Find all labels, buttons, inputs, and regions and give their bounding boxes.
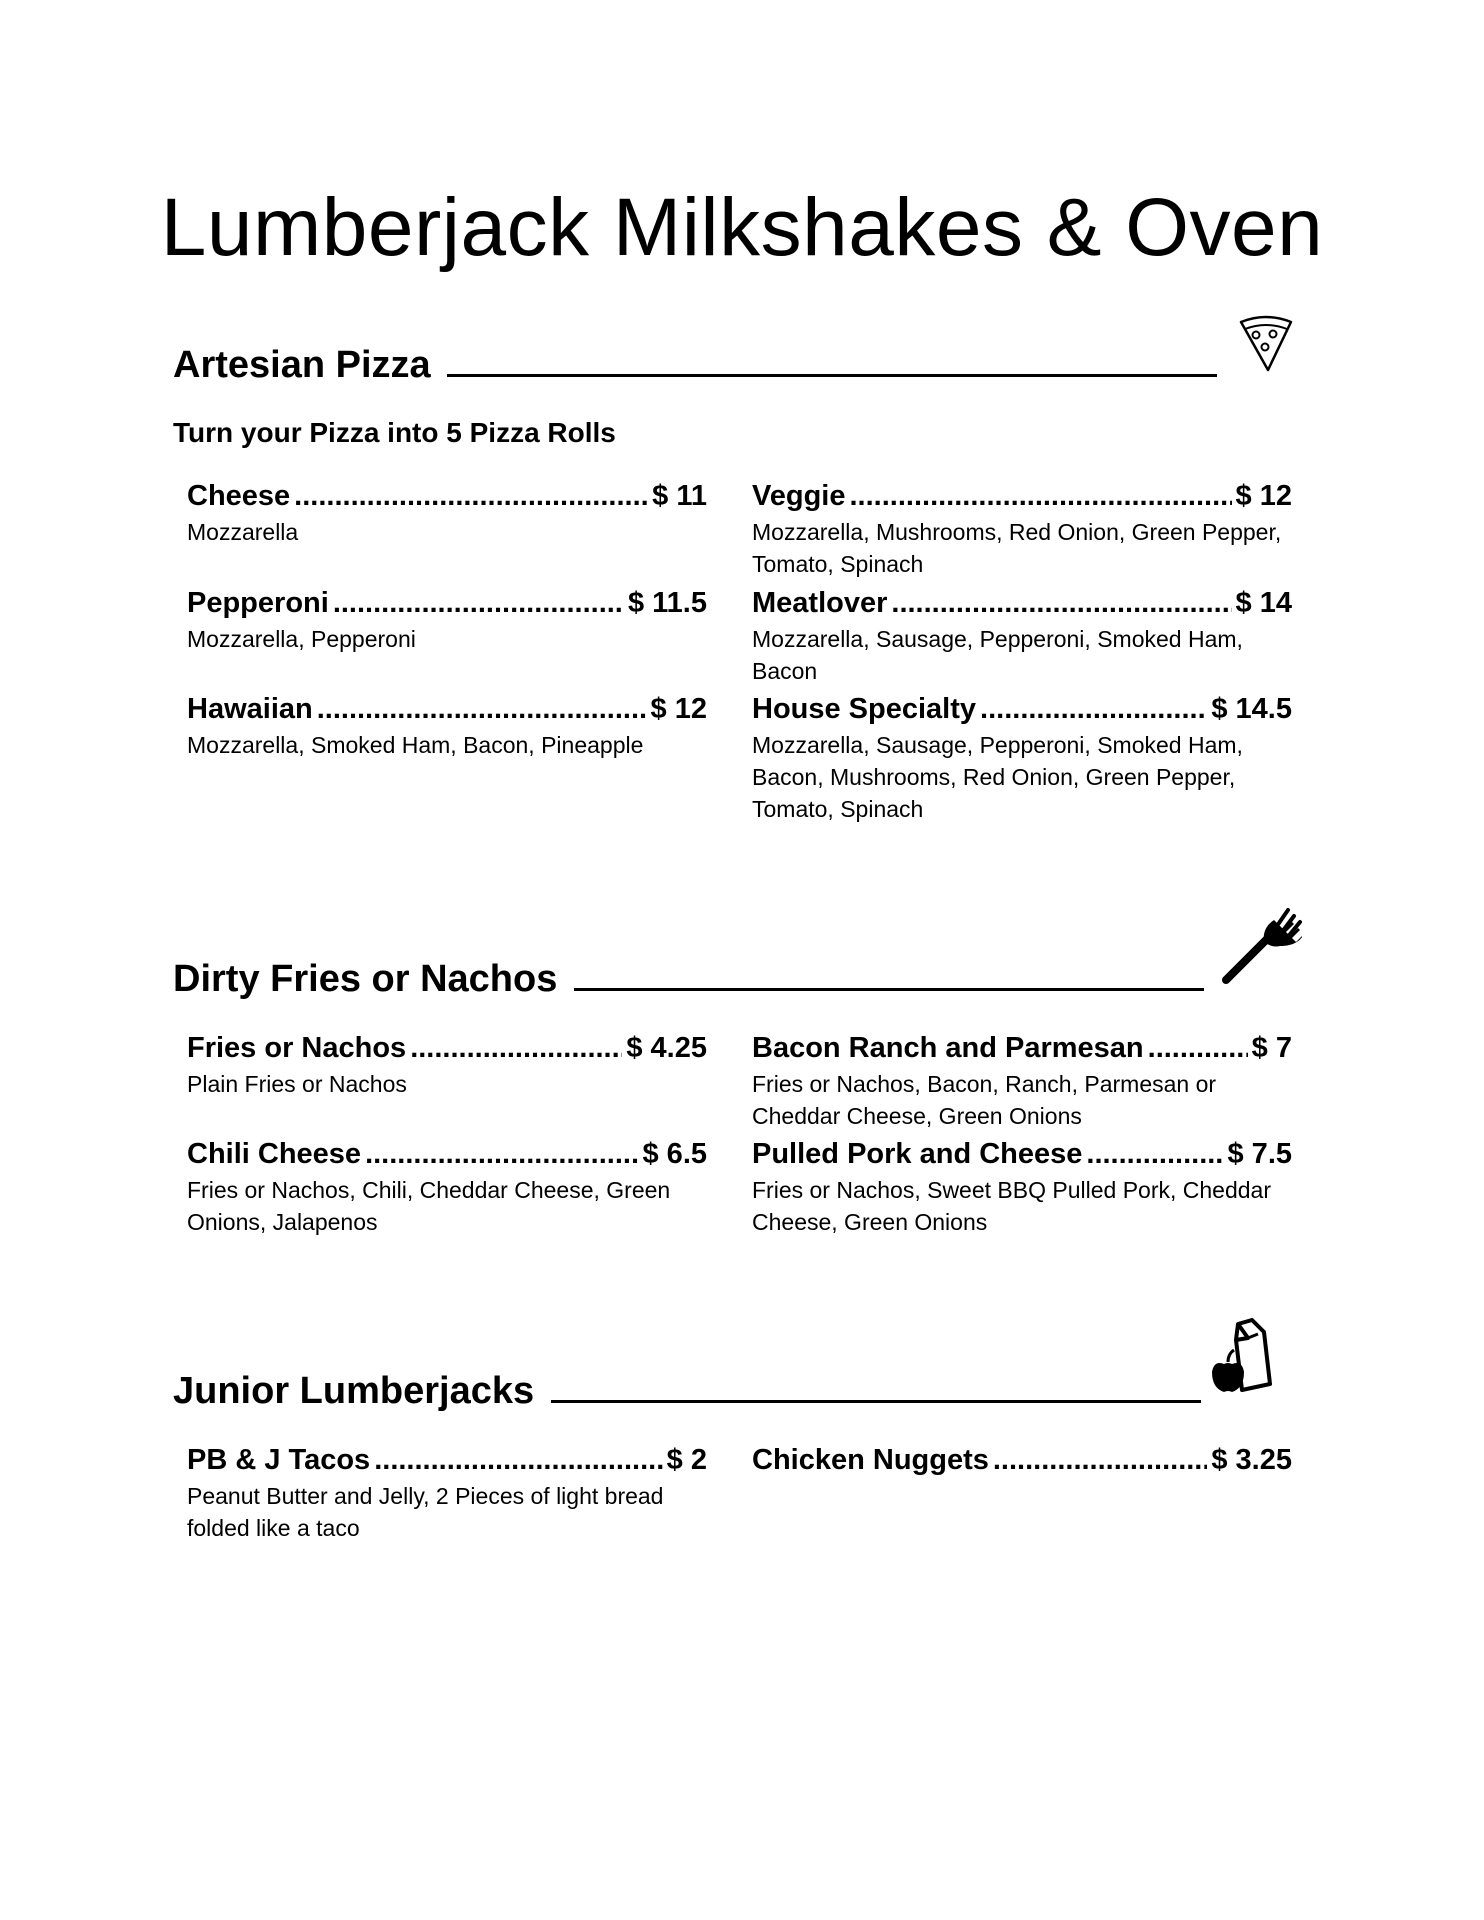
menu-item-meatlover	[752, 585, 1292, 687]
item-price: $ 12	[650, 693, 707, 725]
item-price: $ 14.5	[1211, 693, 1292, 725]
item-name: Fries or Nachos	[187, 1032, 407, 1064]
item-name: Cheese	[187, 480, 291, 512]
item-name: Meatlover	[752, 587, 888, 619]
item-price: $ 6.5	[642, 1138, 707, 1170]
item-description: Mozzarella	[187, 519, 299, 545]
item-description: Mozzarella, Sausage, Pepperoni, Smoked Ham, Bacon	[752, 626, 1243, 684]
menu-item-veggie	[752, 478, 1292, 580]
menu-item-chicken-nuggets	[752, 1442, 1292, 1480]
section-heading-fries	[173, 954, 1204, 1003]
item-price: $ 4.25	[626, 1032, 707, 1064]
item-description: Mozzarella, Smoked Ham, Bacon, Pineapple	[187, 732, 644, 758]
menu-item-pepperoni	[187, 585, 707, 655]
item-price: $ 7.5	[1227, 1138, 1292, 1170]
menu-item-pbj-tacos	[187, 1442, 707, 1544]
section-heading-text: Artesian Pizza	[173, 344, 431, 386]
item-description: Peanut Butter and Jelly, 2 Pieces of light bread folded like a taco	[187, 1483, 664, 1541]
item-name: Bacon Ranch and Parmesan	[752, 1032, 1144, 1064]
item-price: $ 11	[652, 480, 707, 512]
item-description: Mozzarella, Pepperoni	[187, 626, 416, 652]
fork-icon	[1218, 904, 1302, 988]
menu-item-chili-cheese	[187, 1136, 707, 1238]
item-name: Chicken Nuggets	[752, 1444, 989, 1476]
item-name: Hawaiian	[187, 693, 313, 725]
item-name: House Specialty	[752, 693, 977, 725]
item-name: Veggie	[752, 480, 846, 512]
item-name: PB & J Tacos	[187, 1444, 371, 1476]
item-description: Fries or Nachos, Chili, Cheddar Cheese, Green Onions, Jalapenos	[187, 1177, 671, 1235]
menu-item-bacon-ranch-parmesan	[752, 1030, 1292, 1132]
heading-underline	[551, 1366, 1201, 1403]
item-price: $ 2	[666, 1444, 707, 1476]
heading-underline	[447, 340, 1217, 377]
item-price: $ 14	[1235, 587, 1292, 619]
item-price: $ 12	[1235, 480, 1292, 512]
section-heading-text: Dirty Fries or Nachos	[173, 958, 558, 1000]
item-price: $ 7	[1251, 1032, 1292, 1064]
item-name: Pepperoni	[187, 587, 329, 619]
item-name: Chili Cheese	[187, 1138, 362, 1170]
section-heading-pizza	[173, 340, 1217, 389]
menu-item-cheese	[187, 478, 707, 548]
section-heading-junior	[173, 1366, 1201, 1415]
item-price: $ 3.25	[1211, 1444, 1292, 1476]
item-description: Fries or Nachos, Sweet BBQ Pulled Pork, Cheddar Cheese, Green Onions	[752, 1177, 1272, 1235]
menu-item-pulled-pork-cheese	[752, 1136, 1292, 1238]
menu-title: Lumberjack Milkshakes & Oven	[160, 182, 1324, 273]
pizza-rolls-note: Turn your Pizza into 5 Pizza Rolls	[173, 417, 616, 448]
lunch-bag-apple-icon	[1208, 1318, 1288, 1398]
item-description: Plain Fries or Nachos	[187, 1071, 407, 1097]
menu-item-hawaiian	[187, 691, 707, 761]
menu-item-house-specialty	[752, 691, 1292, 825]
menu-item-fries-or-nachos	[187, 1030, 707, 1100]
heading-underline	[574, 954, 1204, 991]
item-description: Mozzarella, Mushrooms, Red Onion, Green Pepper, Tomato, Spinach	[752, 519, 1282, 577]
section-heading-text: Junior Lumberjacks	[173, 1370, 535, 1412]
item-description: Mozzarella, Sausage, Pepperoni, Smoked Ham, Bacon, Mushrooms, Red Onion, Green Pepper, Tomato, Spinach	[752, 732, 1243, 822]
pizza-slice-icon	[1238, 314, 1294, 374]
item-name: Pulled Pork and Cheese	[752, 1138, 1083, 1170]
item-description: Fries or Nachos, Bacon, Ranch, Parmesan or Cheddar Cheese, Green Onions	[752, 1071, 1217, 1129]
item-price: $ 11.5	[627, 587, 707, 619]
